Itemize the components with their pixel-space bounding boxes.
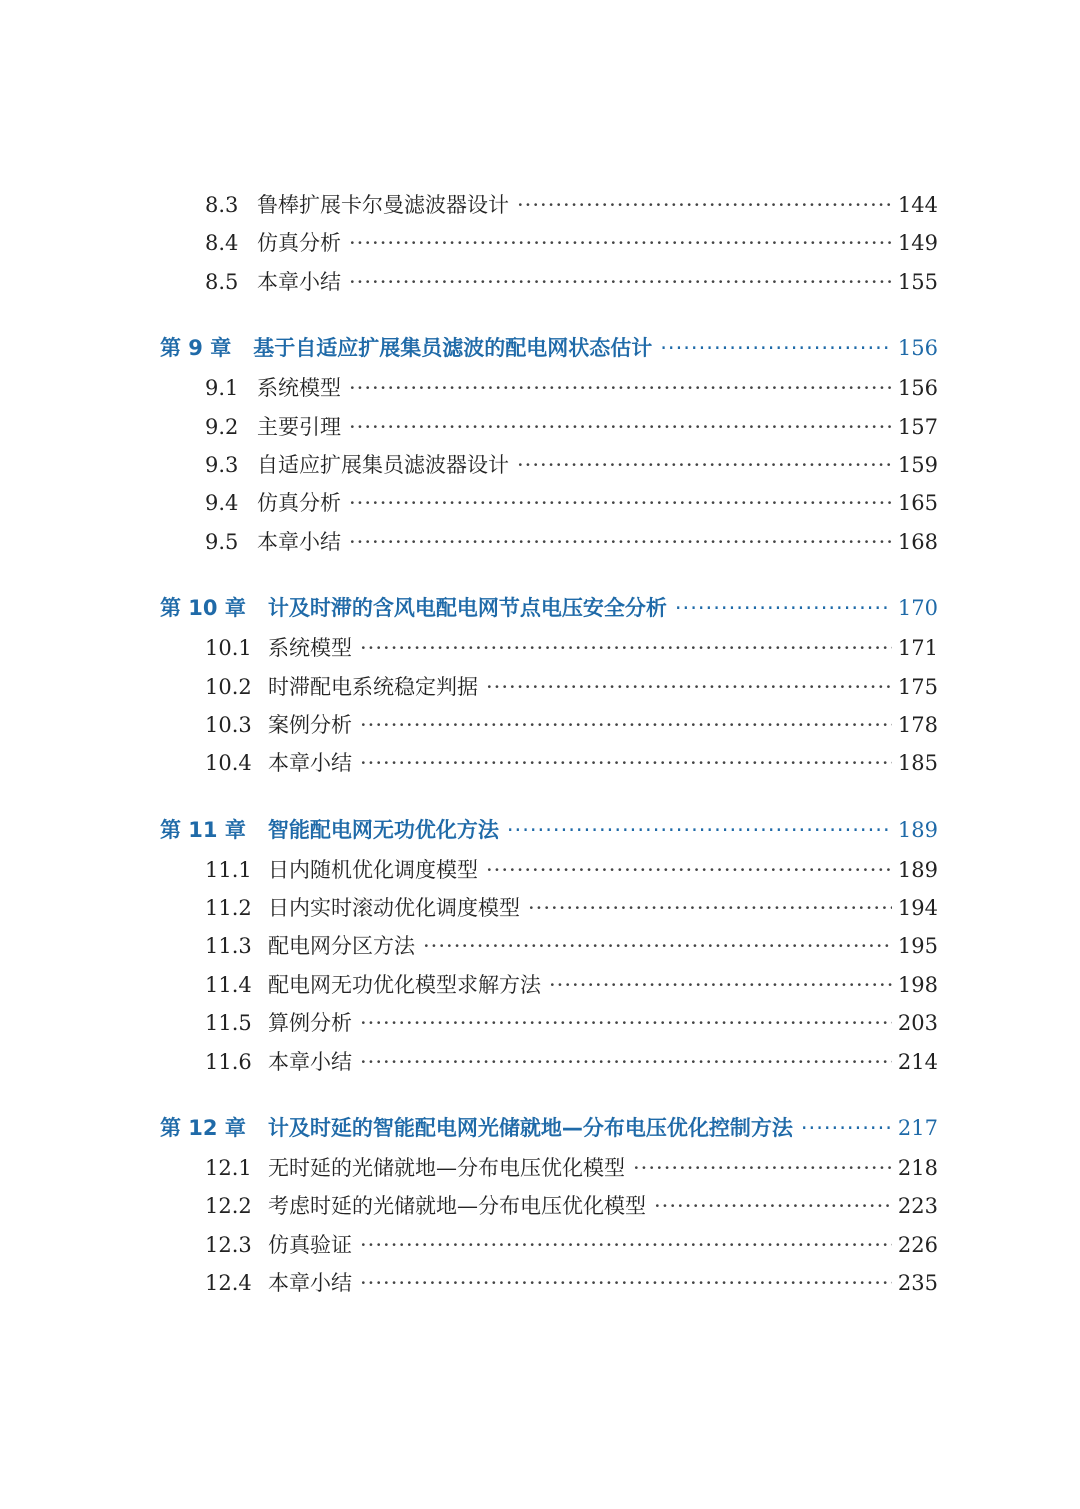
table-of-contents — [160, 186, 938, 1303]
toc-section-entry[interactable] — [160, 263, 938, 301]
dot-leader — [360, 1043, 892, 1081]
dot-leader — [675, 587, 892, 629]
dot-leader — [349, 224, 892, 262]
entry-page-number: 189 — [897, 817, 938, 842]
entry-page-number: 168 — [897, 529, 938, 554]
dot-leader — [517, 446, 892, 484]
entry-page-number: 170 — [897, 596, 938, 621]
toc-section-entry[interactable] — [160, 523, 938, 561]
toc-section-entry[interactable] — [160, 484, 938, 522]
entry-page-number: 189 — [897, 857, 938, 882]
entry-number: 第 10 章 — [160, 596, 246, 621]
dot-leader — [360, 1226, 892, 1264]
entry-number: 第 11 章 — [160, 817, 246, 842]
entry-number: 8.3 — [205, 193, 239, 217]
entry-number: 9.4 — [205, 491, 239, 516]
entry-title: 配电网分区方法 — [268, 934, 415, 959]
entry-number: 8.5 — [205, 269, 239, 294]
toc-chapter-entry[interactable] — [160, 327, 938, 369]
dot-leader — [360, 744, 892, 782]
entry-number: 10.4 — [205, 751, 252, 776]
entry-title: 计及时滞的含风电配电网节点电压安全分析 — [267, 596, 667, 621]
entry-title: 本章小结 — [268, 1271, 352, 1296]
toc-section-entry[interactable] — [160, 744, 938, 782]
toc-section-entry[interactable] — [160, 1043, 938, 1081]
toc-section-entry[interactable] — [160, 629, 938, 667]
entry-number: 10.1 — [205, 636, 252, 661]
dot-leader — [349, 408, 892, 446]
toc-section-entry[interactable] — [160, 446, 938, 484]
entry-page-number: 223 — [897, 1194, 938, 1219]
entry-number: 9.1 — [205, 376, 239, 401]
toc-chapter-entry[interactable] — [160, 1107, 938, 1149]
entry-title: 本章小结 — [257, 269, 341, 294]
entry-number: 12.1 — [205, 1156, 252, 1181]
dot-leader — [633, 1149, 892, 1187]
dot-leader — [654, 1187, 892, 1225]
entry-number: 12.2 — [205, 1194, 252, 1219]
entry-title: 仿真分析 — [257, 231, 341, 256]
entry-title: 系统模型 — [268, 636, 352, 661]
toc-section-entry[interactable] — [160, 851, 938, 889]
dot-leader — [349, 523, 892, 561]
dot-leader — [360, 1004, 892, 1042]
dot-leader — [349, 263, 892, 301]
entry-number: 12.4 — [205, 1271, 252, 1296]
dot-leader — [507, 809, 892, 851]
entry-number: 11.2 — [205, 896, 252, 921]
toc-section-entry[interactable] — [160, 1264, 938, 1302]
dot-leader — [801, 1107, 892, 1149]
entry-number: 10.2 — [205, 674, 252, 699]
entry-page-number: 159 — [897, 452, 938, 477]
toc-section-entry[interactable] — [160, 186, 938, 224]
entry-title: 考虑时延的光储就地—分布电压优化模型 — [268, 1194, 646, 1219]
entry-title: 无时延的光储就地—分布电压优化模型 — [268, 1156, 625, 1181]
toc-section-entry[interactable] — [160, 668, 938, 706]
entry-title: 本章小结 — [268, 1049, 352, 1074]
toc-chapter-entry[interactable] — [160, 587, 938, 629]
entry-page-number: 144 — [897, 193, 938, 217]
toc-section-entry[interactable] — [160, 1149, 938, 1187]
entry-page-number: 214 — [897, 1049, 938, 1074]
dot-leader — [349, 484, 892, 522]
dot-leader — [517, 186, 892, 224]
entry-title: 算例分析 — [268, 1011, 352, 1036]
entry-number: 8.4 — [205, 231, 239, 256]
toc-section-entry[interactable] — [160, 706, 938, 744]
entry-page-number: 226 — [897, 1232, 938, 1257]
dot-leader — [360, 1264, 892, 1302]
entry-number: 11.4 — [205, 972, 252, 997]
entry-number: 9.3 — [205, 452, 239, 477]
dot-leader — [549, 966, 892, 1004]
entry-number: 9.2 — [205, 414, 239, 439]
entry-title: 本章小结 — [268, 751, 352, 776]
entry-title: 仿真验证 — [268, 1232, 352, 1257]
toc-section-entry[interactable] — [160, 1004, 938, 1042]
entry-title: 计及时延的智能配电网光储就地—分布电压优化控制方法 — [267, 1116, 793, 1141]
entry-page-number: 165 — [897, 491, 938, 516]
dot-leader — [486, 668, 892, 706]
entry-number: 第 12 章 — [160, 1116, 246, 1141]
entry-title: 案例分析 — [268, 712, 352, 737]
entry-number: 11.3 — [205, 934, 252, 959]
entry-number: 11.5 — [205, 1011, 252, 1036]
dot-leader — [660, 327, 892, 369]
entry-number: 11.6 — [205, 1049, 252, 1074]
entry-number: 9.5 — [205, 529, 239, 554]
toc-section-entry[interactable] — [160, 224, 938, 262]
entry-title: 鲁棒扩展卡尔曼滤波器设计 — [257, 193, 509, 217]
entry-title: 时滞配电系统稳定判据 — [268, 674, 478, 699]
toc-chapter-entry[interactable] — [160, 809, 938, 851]
entry-title: 仿真分析 — [257, 491, 341, 516]
entry-page-number: 185 — [897, 751, 938, 776]
entry-page-number: 235 — [897, 1271, 938, 1296]
entry-page-number: 157 — [897, 414, 938, 439]
dot-leader — [423, 927, 892, 965]
entry-number: 第 9 章 — [160, 336, 232, 361]
entry-number: 10.3 — [205, 712, 252, 737]
entry-title: 本章小结 — [257, 529, 341, 554]
entry-title: 日内随机优化调度模型 — [268, 857, 478, 882]
entry-page-number: 194 — [897, 896, 938, 921]
entry-number: 11.1 — [205, 857, 252, 882]
entry-page-number: 175 — [897, 674, 938, 699]
dot-leader — [486, 851, 892, 889]
toc-section-entry[interactable] — [160, 1226, 938, 1264]
entry-page-number: 171 — [897, 636, 938, 661]
toc-section-entry[interactable] — [160, 369, 938, 407]
entry-title: 基于自适应扩展集员滤波的配电网状态估计 — [253, 336, 653, 361]
toc-section-entry[interactable] — [160, 927, 938, 965]
toc-section-entry[interactable] — [160, 889, 938, 927]
entry-page-number: 203 — [897, 1011, 938, 1036]
entry-page-number: 218 — [897, 1156, 938, 1181]
toc-section-entry[interactable] — [160, 1187, 938, 1225]
entry-page-number: 217 — [897, 1116, 938, 1141]
entry-title: 日内实时滚动优化调度模型 — [268, 896, 520, 921]
toc-section-entry[interactable] — [160, 966, 938, 1004]
dot-leader — [349, 369, 892, 407]
entry-page-number: 198 — [897, 972, 938, 997]
entry-title: 系统模型 — [257, 376, 341, 401]
entry-title: 主要引理 — [257, 414, 341, 439]
entry-number: 12.3 — [205, 1232, 252, 1257]
entry-title: 智能配电网无功优化方法 — [267, 817, 499, 842]
toc-section-entry[interactable] — [160, 408, 938, 446]
entry-page-number: 178 — [897, 712, 938, 737]
entry-page-number: 149 — [897, 231, 938, 256]
entry-title: 自适应扩展集员滤波器设计 — [257, 452, 509, 477]
entry-page-number: 195 — [897, 934, 938, 959]
entry-page-number: 155 — [897, 269, 938, 294]
dot-leader — [360, 629, 892, 667]
dot-leader — [528, 889, 892, 927]
entry-title: 配电网无功优化模型求解方法 — [268, 972, 541, 997]
entry-page-number: 156 — [897, 336, 938, 361]
dot-leader — [360, 706, 892, 744]
entry-page-number: 156 — [897, 376, 938, 401]
